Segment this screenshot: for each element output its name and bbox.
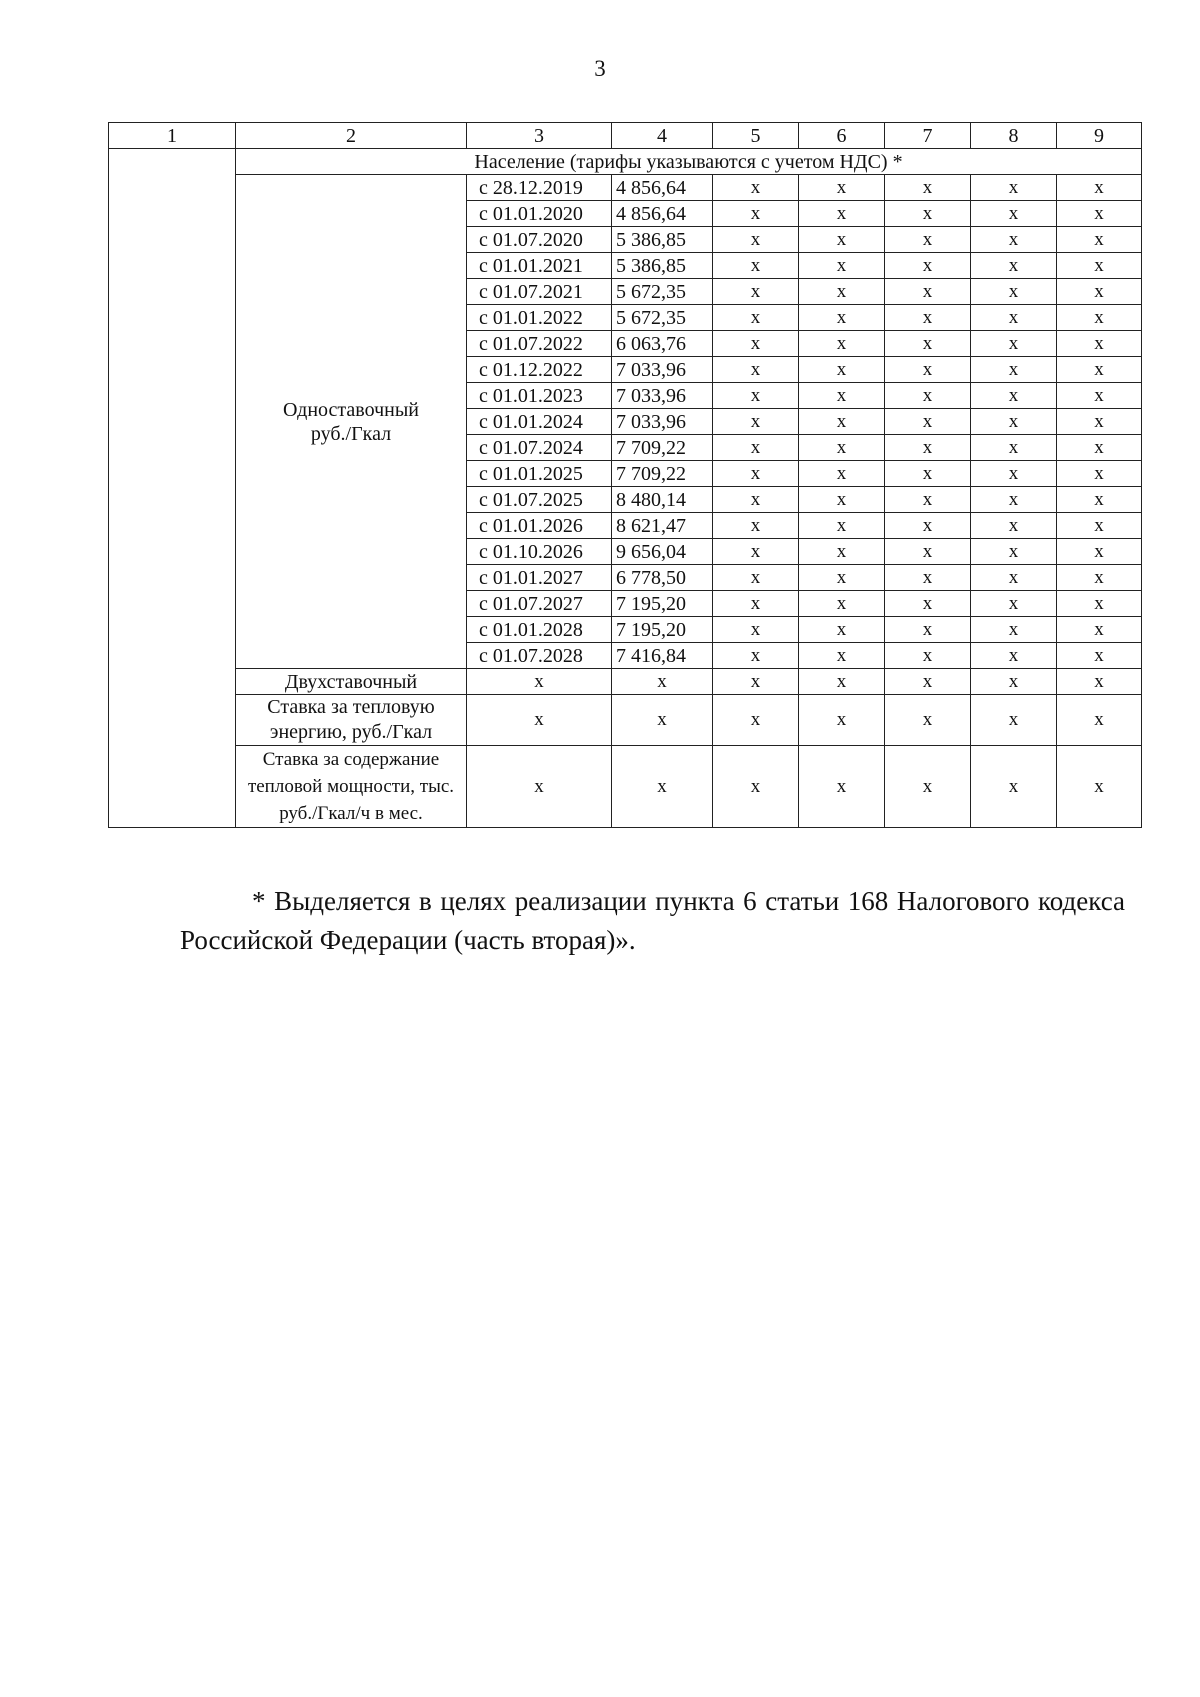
x-mark: х xyxy=(885,591,971,617)
effective-date: с 01.01.2027 xyxy=(467,565,612,591)
tariff-value: 7 033,96 xyxy=(612,383,713,409)
x-mark: х xyxy=(713,487,799,513)
x-mark: х xyxy=(885,201,971,227)
x-mark: х xyxy=(1057,357,1142,383)
effective-date: с 01.07.2027 xyxy=(467,591,612,617)
column-header: 5 xyxy=(713,123,799,149)
x-mark: х xyxy=(885,617,971,643)
group-title-row xyxy=(109,149,1142,175)
x-mark: х xyxy=(1057,201,1142,227)
x-mark: х xyxy=(1057,253,1142,279)
x-mark: х xyxy=(799,513,885,539)
x-mark: х xyxy=(885,746,971,828)
x-mark: х xyxy=(1057,435,1142,461)
footnote xyxy=(180,882,1125,960)
energy-rate-row xyxy=(109,695,1142,746)
x-mark: х xyxy=(713,513,799,539)
tariff-value: 4 856,64 xyxy=(612,201,713,227)
x-mark: х xyxy=(799,617,885,643)
x-mark: х xyxy=(713,409,799,435)
x-mark: х xyxy=(971,487,1057,513)
x-mark: х xyxy=(799,746,885,828)
x-mark: х xyxy=(713,253,799,279)
x-mark: х xyxy=(713,565,799,591)
x-mark: х xyxy=(1057,746,1142,828)
effective-date: с 01.07.2028 xyxy=(467,643,612,669)
x-mark: х xyxy=(971,227,1057,253)
x-mark: х xyxy=(885,253,971,279)
x-mark: х xyxy=(713,539,799,565)
effective-date: с 01.01.2028 xyxy=(467,617,612,643)
x-mark: х xyxy=(885,435,971,461)
x-mark: х xyxy=(885,539,971,565)
x-mark: х xyxy=(885,461,971,487)
column-header: 3 xyxy=(467,123,612,149)
tariff-value: 6 778,50 xyxy=(612,565,713,591)
x-mark: х xyxy=(885,175,971,201)
x-mark: х xyxy=(971,253,1057,279)
x-mark: х xyxy=(971,357,1057,383)
x-mark: х xyxy=(467,746,612,828)
x-mark: х xyxy=(971,565,1057,591)
x-mark: х xyxy=(612,695,713,746)
x-mark: х xyxy=(612,669,713,695)
tariff-value: 8 621,47 xyxy=(612,513,713,539)
tariff-value: 8 480,14 xyxy=(612,487,713,513)
energy-rate-label: Ставка за тепловую энергию, руб./Гкал xyxy=(236,695,467,746)
x-mark: х xyxy=(713,461,799,487)
x-mark: х xyxy=(713,695,799,746)
x-mark: х xyxy=(799,643,885,669)
effective-date: с 01.01.2020 xyxy=(467,201,612,227)
x-mark: х xyxy=(1057,695,1142,746)
tariff-value: 6 063,76 xyxy=(612,331,713,357)
x-mark: х xyxy=(1057,643,1142,669)
x-mark: х xyxy=(612,746,713,828)
effective-date: с 01.01.2023 xyxy=(467,383,612,409)
x-mark: х xyxy=(713,357,799,383)
x-mark: х xyxy=(1057,409,1142,435)
x-mark: х xyxy=(971,461,1057,487)
column-header: 9 xyxy=(1057,123,1142,149)
tariff-value: 5 672,35 xyxy=(612,305,713,331)
x-mark: х xyxy=(1057,513,1142,539)
tariff-value: 7 416,84 xyxy=(612,643,713,669)
x-mark: х xyxy=(971,305,1057,331)
tariff-value: 5 386,85 xyxy=(612,253,713,279)
x-mark: х xyxy=(799,227,885,253)
x-mark: х xyxy=(885,305,971,331)
x-mark: х xyxy=(1057,591,1142,617)
x-mark: х xyxy=(799,331,885,357)
group-title: Население (тарифы указываются с учетом НДС) * xyxy=(236,149,1142,175)
x-mark: х xyxy=(467,695,612,746)
x-mark: х xyxy=(799,383,885,409)
x-mark: х xyxy=(1057,279,1142,305)
x-mark: х xyxy=(971,175,1057,201)
effective-date: с 01.01.2024 xyxy=(467,409,612,435)
x-mark: х xyxy=(971,409,1057,435)
x-mark: х xyxy=(885,487,971,513)
column-header: 4 xyxy=(612,123,713,149)
x-mark: х xyxy=(799,201,885,227)
column-header: 2 xyxy=(236,123,467,149)
x-mark: х xyxy=(971,513,1057,539)
tariff-table xyxy=(108,122,1142,828)
tariff-value: 7 033,96 xyxy=(612,409,713,435)
effective-date: с 01.07.2020 xyxy=(467,227,612,253)
x-mark: х xyxy=(971,539,1057,565)
x-mark: х xyxy=(1057,305,1142,331)
x-mark: х xyxy=(1057,461,1142,487)
x-mark: х xyxy=(885,643,971,669)
two-rate-row xyxy=(109,669,1142,695)
tariff-value: 7 709,22 xyxy=(612,435,713,461)
x-mark: х xyxy=(971,383,1057,409)
header-row xyxy=(109,123,1142,149)
x-mark: х xyxy=(885,409,971,435)
x-mark: х xyxy=(885,565,971,591)
column-header: 8 xyxy=(971,123,1057,149)
effective-date: с 01.10.2026 xyxy=(467,539,612,565)
x-mark: х xyxy=(971,279,1057,305)
x-mark: х xyxy=(799,279,885,305)
x-mark: х xyxy=(1057,565,1142,591)
footnote-text: * Выделяется в целях реализации пункта 6 статьи 168 Налогового кодекса Российской Федерации (часть вторая)». xyxy=(180,886,1125,955)
x-mark: х xyxy=(799,565,885,591)
x-mark: х xyxy=(713,591,799,617)
tariff-table-body xyxy=(109,123,1142,828)
x-mark: х xyxy=(799,357,885,383)
x-mark: х xyxy=(799,409,885,435)
x-mark: х xyxy=(713,617,799,643)
tariff-value: 7 195,20 xyxy=(612,591,713,617)
one-rate-label-line1: Одноставочный xyxy=(283,398,419,421)
x-mark: х xyxy=(885,331,971,357)
x-mark: х xyxy=(799,461,885,487)
x-mark: х xyxy=(713,279,799,305)
column-header: 1 xyxy=(109,123,236,149)
x-mark: х xyxy=(799,253,885,279)
tariff-value: 4 856,64 xyxy=(612,175,713,201)
effective-date: с 28.12.2019 xyxy=(467,175,612,201)
x-mark: х xyxy=(799,305,885,331)
effective-date: с 01.07.2024 xyxy=(467,435,612,461)
x-mark: х xyxy=(713,669,799,695)
effective-date: с 01.01.2022 xyxy=(467,305,612,331)
x-mark: х xyxy=(713,331,799,357)
x-mark: х xyxy=(713,435,799,461)
x-mark: х xyxy=(885,357,971,383)
tariff-value: 7 709,22 xyxy=(612,461,713,487)
effective-date: с 01.07.2021 xyxy=(467,279,612,305)
x-mark: х xyxy=(713,305,799,331)
tariff-row xyxy=(109,175,1142,201)
x-mark: х xyxy=(971,591,1057,617)
x-mark: х xyxy=(885,279,971,305)
x-mark: х xyxy=(799,175,885,201)
column-1-blank-cell xyxy=(109,149,236,828)
x-mark: х xyxy=(1057,617,1142,643)
x-mark: х xyxy=(1057,539,1142,565)
one-rate-label-line2: руб./Гкал xyxy=(310,422,392,445)
x-mark: х xyxy=(885,513,971,539)
x-mark: х xyxy=(799,591,885,617)
x-mark: х xyxy=(971,643,1057,669)
one-rate-label xyxy=(236,175,467,669)
x-mark: х xyxy=(799,487,885,513)
x-mark: х xyxy=(713,746,799,828)
capacity-rate-label: Ставка за содержание тепловой мощности, тыс. руб./Гкал/ч в мес. xyxy=(236,746,467,828)
two-rate-label: Двухставочный xyxy=(236,669,467,695)
tariff-value: 7 195,20 xyxy=(612,617,713,643)
x-mark: х xyxy=(971,695,1057,746)
x-mark: х xyxy=(971,669,1057,695)
effective-date: с 01.07.2025 xyxy=(467,487,612,513)
x-mark: х xyxy=(1057,227,1142,253)
capacity-rate-row xyxy=(109,746,1142,828)
x-mark: х xyxy=(971,331,1057,357)
column-header: 6 xyxy=(799,123,885,149)
x-mark: х xyxy=(713,175,799,201)
tariff-value: 7 033,96 xyxy=(612,357,713,383)
tariff-value: 5 386,85 xyxy=(612,227,713,253)
tariff-value: 9 656,04 xyxy=(612,539,713,565)
effective-date: с 01.01.2026 xyxy=(467,513,612,539)
column-header: 7 xyxy=(885,123,971,149)
x-mark: х xyxy=(713,227,799,253)
x-mark: х xyxy=(971,435,1057,461)
x-mark: х xyxy=(971,617,1057,643)
effective-date: с 01.07.2022 xyxy=(467,331,612,357)
x-mark: х xyxy=(885,227,971,253)
x-mark: х xyxy=(799,539,885,565)
x-mark: х xyxy=(971,201,1057,227)
x-mark: х xyxy=(467,669,612,695)
x-mark: х xyxy=(799,435,885,461)
x-mark: х xyxy=(1057,669,1142,695)
x-mark: х xyxy=(1057,383,1142,409)
x-mark: х xyxy=(1057,331,1142,357)
effective-date: с 01.01.2021 xyxy=(467,253,612,279)
x-mark: х xyxy=(971,746,1057,828)
page-number: 3 xyxy=(594,56,606,81)
x-mark: х xyxy=(713,201,799,227)
effective-date: с 01.12.2022 xyxy=(467,357,612,383)
x-mark: х xyxy=(713,383,799,409)
effective-date: с 01.01.2025 xyxy=(467,461,612,487)
x-mark: х xyxy=(713,643,799,669)
x-mark: х xyxy=(799,695,885,746)
x-mark: х xyxy=(1057,487,1142,513)
x-mark: х xyxy=(885,383,971,409)
x-mark: х xyxy=(885,695,971,746)
x-mark: х xyxy=(799,669,885,695)
tariff-value: 5 672,35 xyxy=(612,279,713,305)
x-mark: х xyxy=(885,669,971,695)
x-mark: х xyxy=(1057,175,1142,201)
